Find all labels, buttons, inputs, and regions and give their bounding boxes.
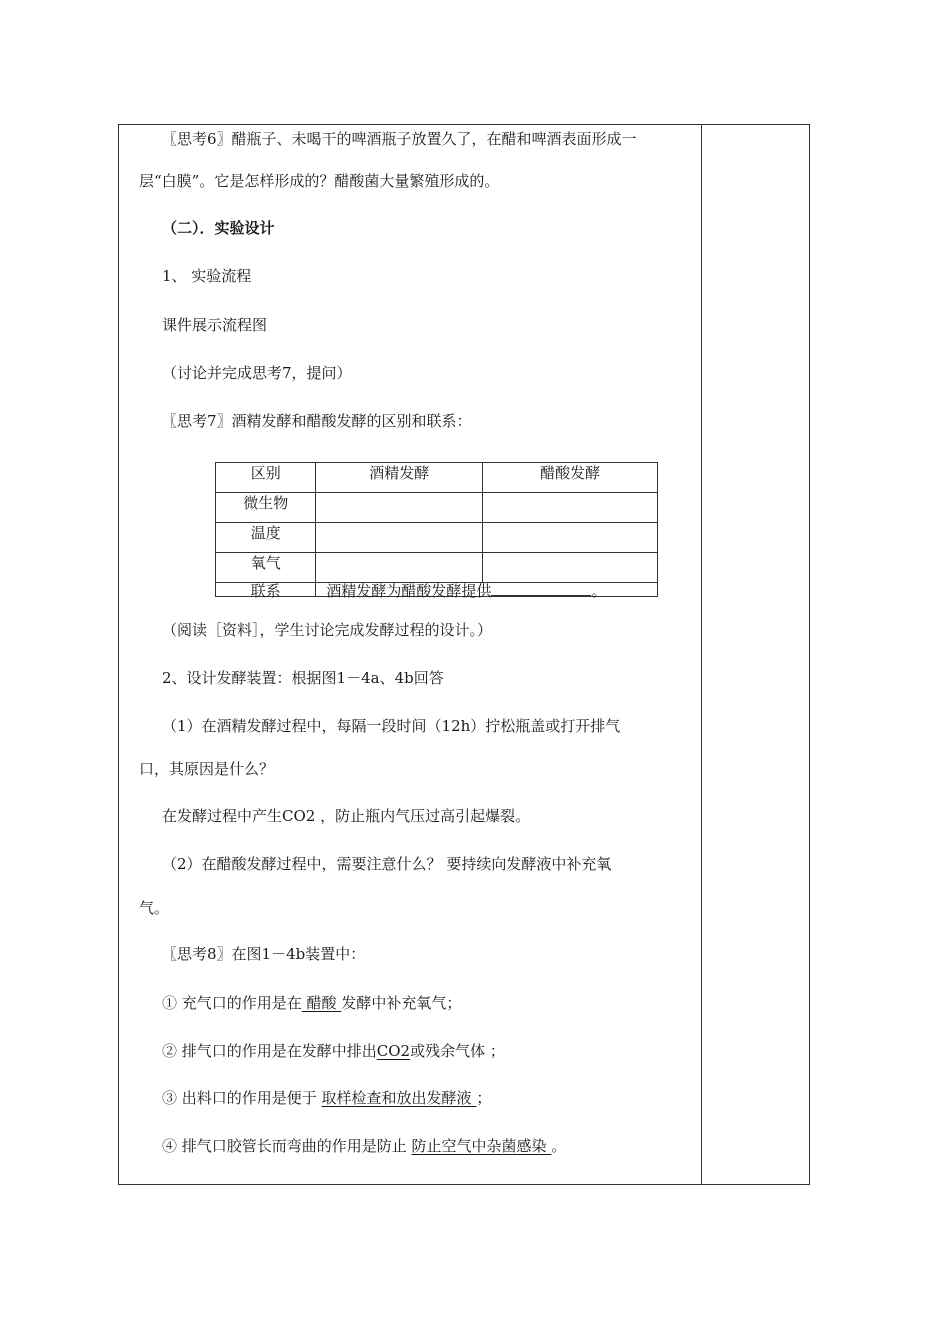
link-label-cell xyxy=(216,582,316,600)
question1-line1: （1）在酒精发酵过程中，每隔一段时间（12h）拧松瓶盖或打开排气 xyxy=(162,717,621,735)
table-header-row xyxy=(216,463,658,493)
item4-answer: 防止空气中杂菌感染 xyxy=(411,1137,552,1155)
think6-line2: 层“白膜”。它是怎样形成的？醋酸菌大量繁殖形成的。 xyxy=(139,172,500,190)
item3-answer: 取样检查和放出发酵液 xyxy=(321,1089,477,1107)
item2-tail: 或残余气体 ； xyxy=(410,1042,505,1060)
answer-item-3 xyxy=(162,1087,491,1109)
item3-tail: ； xyxy=(476,1089,492,1107)
table-header: 醋酸发酵 xyxy=(483,463,658,493)
table-cell xyxy=(483,523,658,553)
link-text xyxy=(316,581,657,600)
discuss-note: （讨论并完成思考7，提问） xyxy=(162,364,352,382)
question2-line2: 气。 xyxy=(139,899,170,917)
courseware-note: 课件展示流程图 xyxy=(162,316,268,334)
row-label: 氧气 xyxy=(216,553,316,583)
question2-line1: （2）在醋酸发酵过程中，需要注意什么？ 要持续向发酵液中补充氧 xyxy=(162,855,612,873)
comparison-table xyxy=(215,462,658,600)
table-row xyxy=(216,493,658,523)
item1-answer: 醋酸 xyxy=(301,994,342,1012)
link-label: 联系 xyxy=(250,582,281,600)
item2-answer: CO2 xyxy=(376,1042,411,1060)
table-cell xyxy=(483,553,658,583)
think6-line1: 〖思考6〗醋瓶子、未喝干的啤酒瓶子放置久了，在醋和啤酒表面形成一 xyxy=(162,130,637,148)
row-label: 微生物 xyxy=(216,493,316,523)
item1-text: ① 充气口的作用是在 xyxy=(162,994,302,1012)
think7-heading: 〖思考7〗酒精发酵和醋酸发酵的区别和联系： xyxy=(162,412,472,430)
table-cell xyxy=(316,553,483,583)
answer-item-1 xyxy=(162,992,461,1014)
question1-line2: 口，其原因是什么？ xyxy=(139,760,275,778)
answer1: 在发酵过程中产生CO2 ，防止瓶内气压过高引起爆裂。 xyxy=(162,807,531,825)
table-header: 区别 xyxy=(216,463,316,493)
link-statement: 酒精发酵为醋酸发酵提供 xyxy=(326,582,492,600)
link-text-cell xyxy=(316,582,658,600)
reading-note: （阅读［资料］，学生讨论完成发酵过程的设计。） xyxy=(162,621,493,639)
lesson-content xyxy=(119,125,701,1184)
think8-heading: 〖思考8〗在图1－4b装置中： xyxy=(162,945,366,963)
item2-text: ② 排气口的作用是在发酵中排出 xyxy=(162,1042,377,1060)
item4-tail: 。 xyxy=(551,1137,567,1155)
table-row xyxy=(216,553,658,583)
step2-heading: 2、设计发酵装置：根据图1－4a、4b回答 xyxy=(162,669,444,687)
column-divider xyxy=(701,125,702,1184)
table-header: 酒精发酵 xyxy=(316,463,483,493)
link-end: 。 xyxy=(591,582,607,600)
table-row xyxy=(216,523,658,553)
table-cell xyxy=(483,493,658,523)
table-link-row xyxy=(216,583,658,597)
table-cell xyxy=(316,493,483,523)
lesson-table-frame xyxy=(118,124,810,1185)
answer-item-4 xyxy=(162,1135,566,1157)
item4-text: ④ 排气口胶管长而弯曲的作用是防止 xyxy=(162,1137,412,1155)
section-title: （二）．实验设计 xyxy=(162,219,275,237)
item3-text: ③ 出料口的作用是便于 xyxy=(162,1089,322,1107)
step1-heading: 1、 实验流程 xyxy=(162,267,252,285)
item1-tail: 发酵中补充氧气； xyxy=(341,994,462,1012)
fill-blank xyxy=(491,581,591,596)
answer-item-2 xyxy=(162,1040,505,1062)
table-cell xyxy=(316,523,483,553)
row-label: 温度 xyxy=(216,523,316,553)
